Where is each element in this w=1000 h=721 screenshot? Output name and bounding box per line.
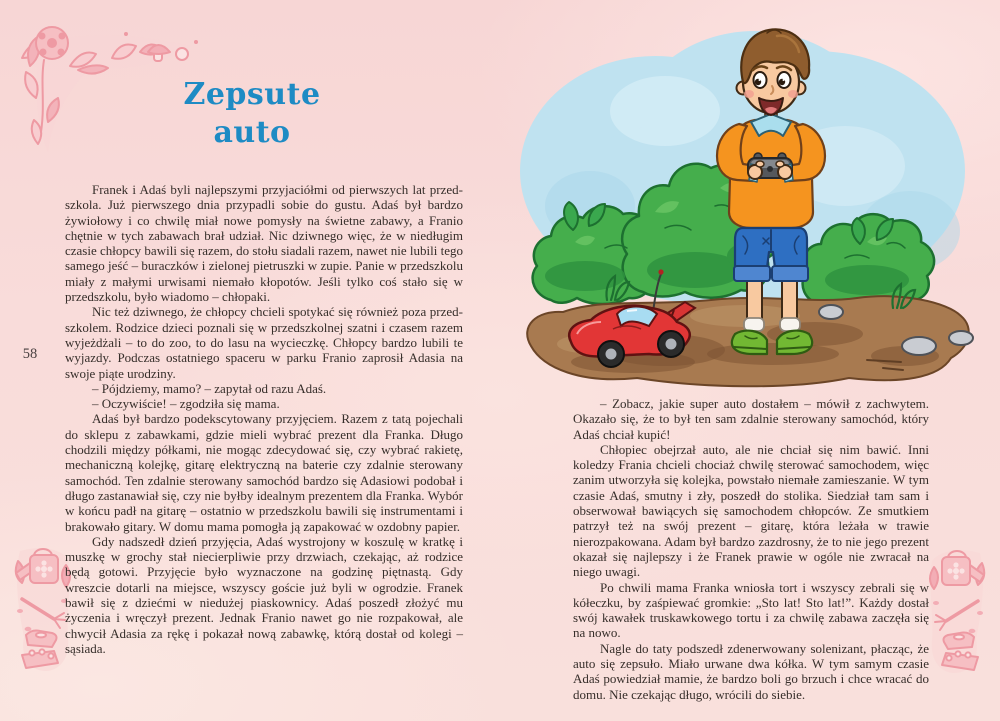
boy-shorts-cuff <box>734 266 770 281</box>
story-paragraph: Gdy nadszedł dzień przyjęcia, Adaś wystrojony w koszulę w kratkę i muszkę w grochy stał niecierpliwie przy drzwiach, czekając, aż rodzice będą gotowi. Przyjęcie było wyznaczone na godzinę piętnastą. Gdy wreszcie dotarli na miejsce, wszyscy goście już byli w ogrodzie. Franek bawił się z dziećmi w niedużej piaskownicy. Adaś poszedł złożyć mu życzenia i wręczył prezent. Jednak Franio nawet go nie rozpakował, ale chwycił Adasia za rękę i pokazał nową zabawkę, którą dostał od kolegi – sąsiada. <box>65 533 463 656</box>
story-paragraph: Franek i Adaś byli najlepszymi przyjaciółmi od pierwszych lat przedszkola. Już pierwszego dnia przypadli sobie do gustu. Adaś był bardzo żywiołowy i co chwilę miał nowe pomysły na świetne zabawy, a Franio chętnie w tych zabawach brał udział. Nic dziwnego więc, że w niedługim czasie chłopcy bawili się razem, do stołu siadali razem, nawet nie lubili tego samego jeść – buraczków i zielonej pietruszki w zupie. Panie w przedszkolu miały z małymi urwisami niemało kłopotów. Jeśli tylko coś stało się w przedszkolu, było wiadomo – chłopaki. <box>65 182 463 305</box>
boy-shadow <box>707 343 839 365</box>
boy-shoe <box>732 331 767 354</box>
story-paragraph: – Zobacz, jakie super auto dostałem – mówił z zachwytem. Okazało się, że to był ten sam zdalnie sterowany samochód, który Adaś chciał kupić! <box>573 396 929 442</box>
story-paragraph: – Pójdziemy, mamo? – zapytał od razu Adaś. <box>92 380 327 396</box>
boy-blush <box>788 90 798 98</box>
boy-leg <box>747 278 762 322</box>
story-paragraph: Nic też dziwnego, że chłopcy chcieli spotykać się również poza przedszkolem. Rodzice dzieci poznali się w przedszkolnej szatni i czasem razem wyjeżdżali – to do zoo, to do lasu na wycieczkę. Chłopcy bardzo lubili te wyjazdy. Podczas ostatniego spaceru w parku Franio zaprosił Adasia na swoje piąte urodziny. <box>65 304 463 381</box>
story-paragraph: Chłopiec obejrzał auto, ale nie chciał się nim bawić. Inni koledzy Frania chcieli chociaż chwilę sterować samochodem, więc zanim utworzyła się kolejka, powstało niemałe zamieszanie. W tym czasie Adaś, smutny i zły, poszedł do stolika. Siedział tam sam i obserwował bawiących się samochodem chłopców. Ze smutkiem patrzył też na swój prezent – gitarę, która leżała w trawie nierozpakowana. Adam był bardzo zazdrosny, że to nie jego prezent okazał się najlepszy i że Franek prawie w ogóle nie zwracał na niego uwagi. <box>573 441 929 580</box>
boy-shorts-cuff <box>772 266 808 281</box>
story-illustration <box>515 16 980 394</box>
watering-can-sand-toys-doodle-icon <box>922 545 992 675</box>
story-title-line-2: auto <box>213 115 291 150</box>
story-title-line-1: Zepsute <box>183 77 321 112</box>
right-page-text-column <box>573 396 929 702</box>
story-paragraph: – Oczywiście! – zgodziła się mama. <box>92 396 280 412</box>
story-paragraph: Adaś był bardzo podekscytowany przyjęciem. Razem z tatą pojechali do sklepu z zabawkami, gdzie mieli wybrać prezent dla Franka. Długo chodzili między półkami, nie mogąc zdecydować się, czy wybrać rakietę, mechaniczną kolejkę, gitarę elektryczną na baterie czy zdalnie sterowany samochód. Ten zdalnie sterowany samochód bardzo się Adasiowi podobał i długo zastanawiał się, czy nie byłby idealnym prezentem dla Franka. Wybór w końcu padł na gitarę – ostatnio w przedszkolu bawili się instrumentami i brakowało gitary. W domu mama pomogła ją zapakować w ozdobny papier. <box>65 411 463 534</box>
story-title <box>52 76 452 152</box>
page-number: 58 <box>22 346 38 362</box>
boy-sock <box>780 318 800 331</box>
story-paragraph: Po chwili mama Franka wniosła tort i wszyscy zebrali się w kółeczku, by zaśpiewać gromkie: „Sto lat! Sto lat!”. Każdy dostał swój kawałek truskawkowego tortu i za chwilę zabawa zaczęła się na nowo. <box>573 579 929 641</box>
left-page-text-column <box>65 182 463 656</box>
boy-leg <box>782 278 797 322</box>
boy-blush <box>744 90 754 98</box>
story-paragraph: Nagle do taty podszedł zdenerwowany solenizant, płacząc, że auto się zepsuło. Miało urwane dwa kółka. W tym samym czasie Adaś powiedział mamie, że bardzo boli go brzuch i chce wracać do domu. Nie czekając długo, wrócili do siebie. <box>573 640 929 702</box>
boy-shoe <box>777 331 812 354</box>
boy-sock <box>744 318 764 331</box>
